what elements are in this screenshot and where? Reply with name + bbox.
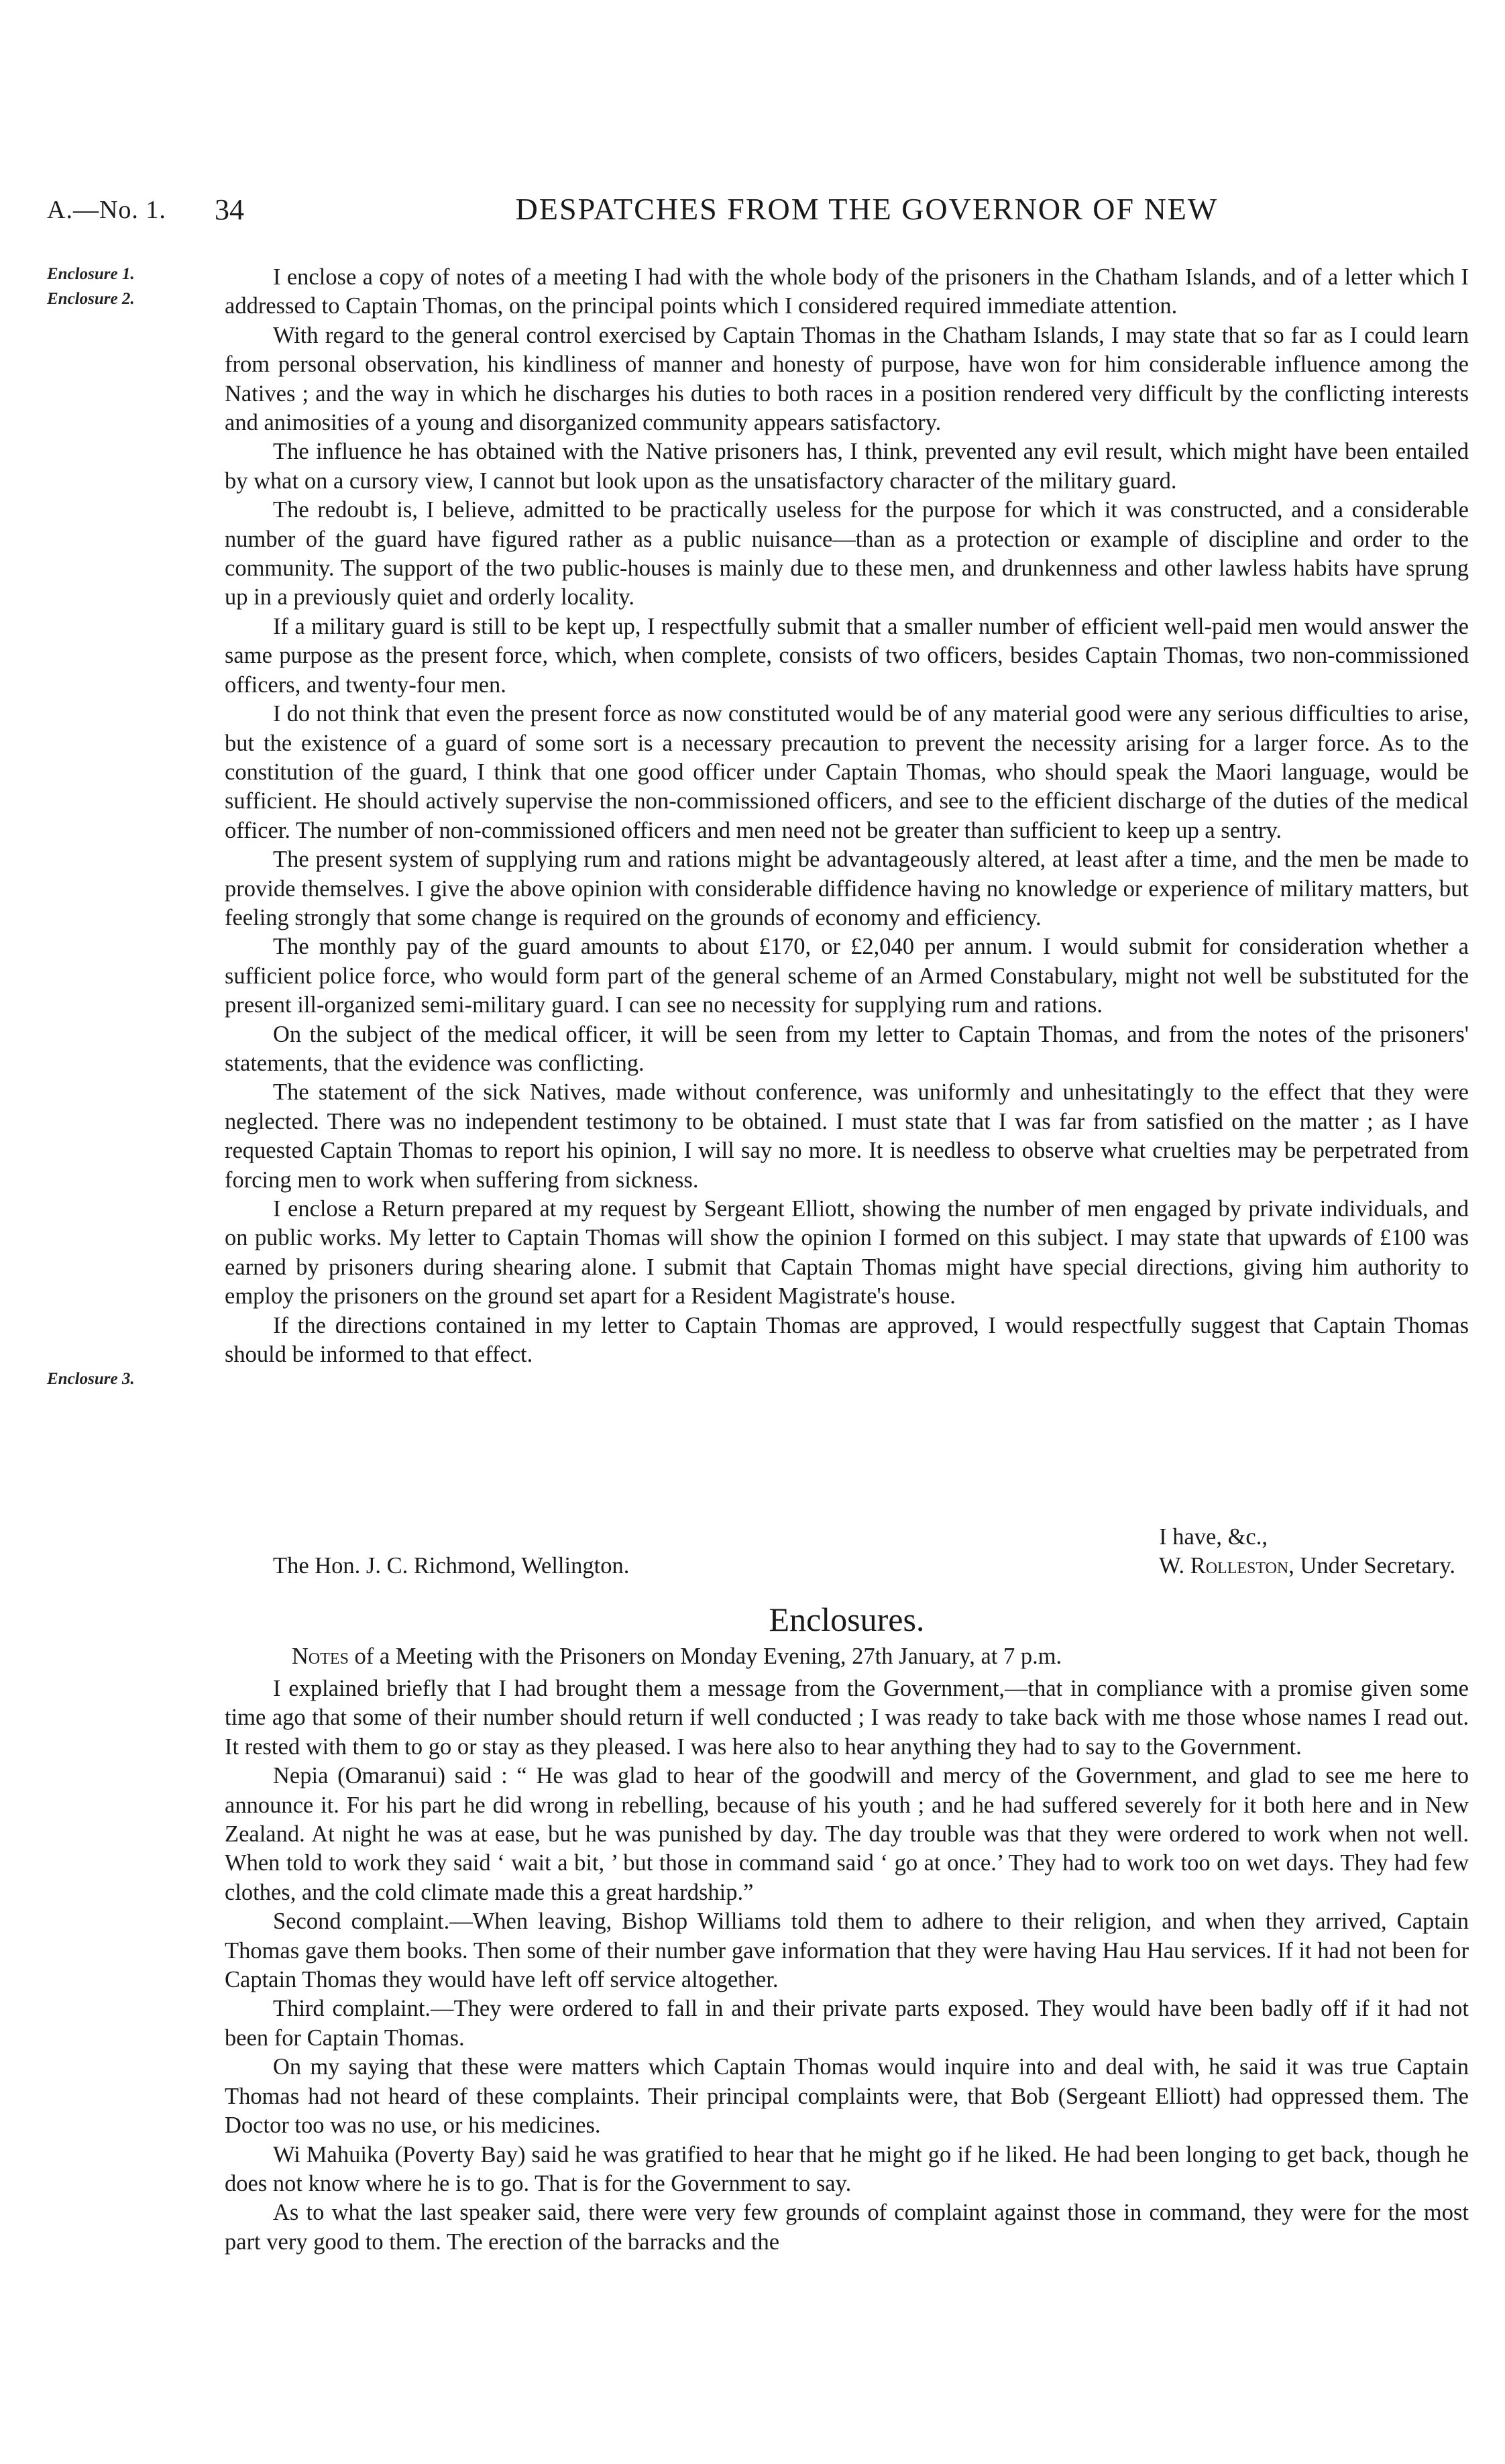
addressee: The Hon. J. C. Richmond, Wellington.	[273, 1553, 630, 1578]
page-title: DESPATCHES FROM THE GOVERNOR OF NEW	[515, 192, 1219, 226]
notes-title-lead: Notes	[292, 1644, 349, 1669]
notes-paragraph: Second complaint.—When leaving, Bishop Williams told them to adhere to their religion, and when they arrived, Captain Thomas gave them books. Then some of their number gave information that they were having Hau Hau services. If it had not been for Captain Thomas they would have left off service altogether.	[225, 1909, 1469, 1993]
page-number: 34	[215, 193, 244, 226]
notes-paragraph: On my saying that these were matters which Captain Thomas would inquire into and deal with, he said it was true Captain Thomas had not heard of these complaints. Their principal complaints were, that Bob (Sergeant Elliott) had oppressed them. The Doctor too was no use, or his medicines.	[225, 2054, 1469, 2139]
signature-name: W. Rolleston	[1159, 1553, 1289, 1578]
notes-paragraph: I explained briefly that I had brought them a message from the Government,—that in compliance with a promise given some time ago that some of their number should return if well conducted ; I was ready to take back with me those whose names I read out. It rested with them to go or stay as they pleased. I was here also to hear anything they had to say to the Government.	[225, 1676, 1469, 1760]
margin-note-enclosure-2: Enclosure 2.	[47, 290, 135, 308]
despatch-paragraph: I enclose a copy of notes of a meeting I had with the whole body of the prisoners in the Chatham Islands, and of a letter which I addressed to Captain Thomas, on the principal points which I considered required immediate attention.	[225, 264, 1469, 319]
despatch-paragraph: I do not think that even the present force as now constituted would be of any material good were any serious difficulties to arise, but the existence of a guard of some sort is a necessary precaution to prevent the necessity arising for a larger force. As to the constitution of the guard, I think that one good officer under Captain Thomas, who should speak the Maori language, would be sufficient. He should actively supervise the non-commissioned officers, and see to the efficient discharge of the duties of the medical officer. The number of non-commissioned officers and men need not be greater than sufficient to keep up a sentry.	[225, 701, 1469, 843]
despatch-paragraph: The monthly pay of the guard amounts to about £170, or £2,040 per annum. I would submit for consideration whether a sufficient police force, who would form part of the general scheme of an Armed Constabulary, might not well be substituted for the present ill-organized semi-military guard. I can see no necessity for supplying rum and rations.	[225, 934, 1469, 1018]
margin-note-enclosure-3: Enclosure 3.	[47, 1370, 135, 1388]
despatch-paragraph: On the subject of the medical officer, it will be seen from my letter to Captain Thomas, and from the notes of the prisoners' statements, that the evidence was conflicting.	[225, 1021, 1469, 1076]
notes-paragraph: As to what the last speaker said, there were very few grounds of complaint against those in command, they were for the most part very good to them. The erection of the barracks and the	[225, 2200, 1469, 2255]
despatch-paragraph: The present system of supplying rum and rations might be advantageously altered, at least after a time, and the men be made to provide themselves. I give the above opinion with considerable diffidence having no knowledge or experience of military matters, but feeling strongly that some change is required on the grounds of economy and efficiency.	[225, 847, 1469, 930]
document-reference: A.—No. 1.	[47, 196, 166, 224]
despatch-closing	[225, 1523, 1469, 1583]
signature-title: , Under Secretary.	[1288, 1553, 1455, 1578]
closing-salutation: I have, &c.,	[1159, 1524, 1268, 1550]
despatch-body	[225, 263, 1469, 1369]
page-header	[47, 191, 1462, 238]
notes-paragraph: Third complaint.—They were ordered to fall in and their private parts exposed. They would have been badly off if it had not been for Captain Thomas.	[225, 1996, 1469, 2051]
enclosure-notes-body	[225, 1674, 1469, 2257]
despatch-paragraph: With regard to the general control exercised by Captain Thomas in the Chatham Islands, I may state that so far as I could learn from personal observation, his kindliness of manner and honesty of purpose, have won for him considerable influence among the Natives ; and the way in which he discharges his duties to both races in a position rendered very difficult by the conflicting interests and animosities of a young and disorganized community appears satisfactory.	[225, 322, 1469, 436]
despatch-paragraph: I enclose a Return prepared at my request by Sergeant Elliott, showing the number of men engaged by private individuals, and on public works. My letter to Captain Thomas will show the opinion I formed on this subject. I may state that upwards of £100 was earned by prisoners during shearing alone. I submit that Captain Thomas might have special directions, giving him authority to employ the prisoners on the ground set apart for a Resident Magistrate's house.	[225, 1196, 1469, 1309]
despatch-paragraph: If a military guard is still to be kept up, I respectfully submit that a smaller number of efficient well-paid men would answer the same purpose as the present force, which, when complete, consists of two officers, besides Captain Thomas, two non-commissioned officers, and twenty-four men.	[225, 613, 1469, 698]
notes-paragraph: Nepia (Omaranui) said : “ He was glad to hear of the goodwill and mercy of the Government, and glad to see me here to announce it. For his part he did wrong in rebelling, because of his youth ; and he had suffered severely for it both here and in New Zealand. At night he was at ease, but he was punished by day. The day trouble was that they were ordered to work when not well. When told to work they said ‘ wait a bit, ’ but those in command said ‘ go at once.’ They had to work too on wet days. They had few clothes, and the cold climate made this a great hardship.”	[225, 1763, 1469, 1905]
despatch-paragraph: The statement of the sick Natives, made without conference, was uniformly and unhesitatingly to the effect that they were neglected. There was no independent testimony to be obtained. I must state that I was far from satisfied on the matter ; as I have requested Captain Thomas to report his opinion, I will say no more. It is needless to observe what cruelties may be perpetrated from forcing men to work when suffering from sickness.	[225, 1079, 1469, 1193]
despatch-paragraph: The influence he has obtained with the Native prisoners has, I think, prevented any evil result, which might have been entailed by what on a cursory view, I cannot but look upon as the unsatisfactory character of the military guard.	[225, 439, 1469, 494]
enclosures-heading: Enclosures.	[769, 1601, 925, 1638]
notes-title-rest: of a Meeting with the Prisoners on Monday Evening, 27th January, at 7 p.m.	[348, 1644, 1062, 1669]
margin-note-enclosure-1: Enclosure 1.	[47, 265, 135, 283]
notes-title	[225, 1644, 1469, 1670]
signature	[1159, 1552, 1455, 1581]
despatch-paragraph: The redoubt is, I believe, admitted to be practically useless for the purpose for which it was constructed, and a considerable number of the guard have figured rather as a public nuisance—than as a protection or example of discipline and order to the community. The support of the two public-houses is mainly due to these men, and drunkenness and other lawless habits have sprung up in a previously quiet and orderly locality.	[225, 497, 1469, 610]
notes-paragraph: Wi Mahuika (Poverty Bay) said he was gratified to hear that he might go if he liked. He had been longing to get back, though he does not know where he is to go. That is for the Government to say.	[225, 2141, 1469, 2196]
despatch-paragraph: If the directions contained in my letter to Captain Thomas are approved, I would respectfully suggest that Captain Thomas should be informed to that effect.	[225, 1312, 1469, 1368]
